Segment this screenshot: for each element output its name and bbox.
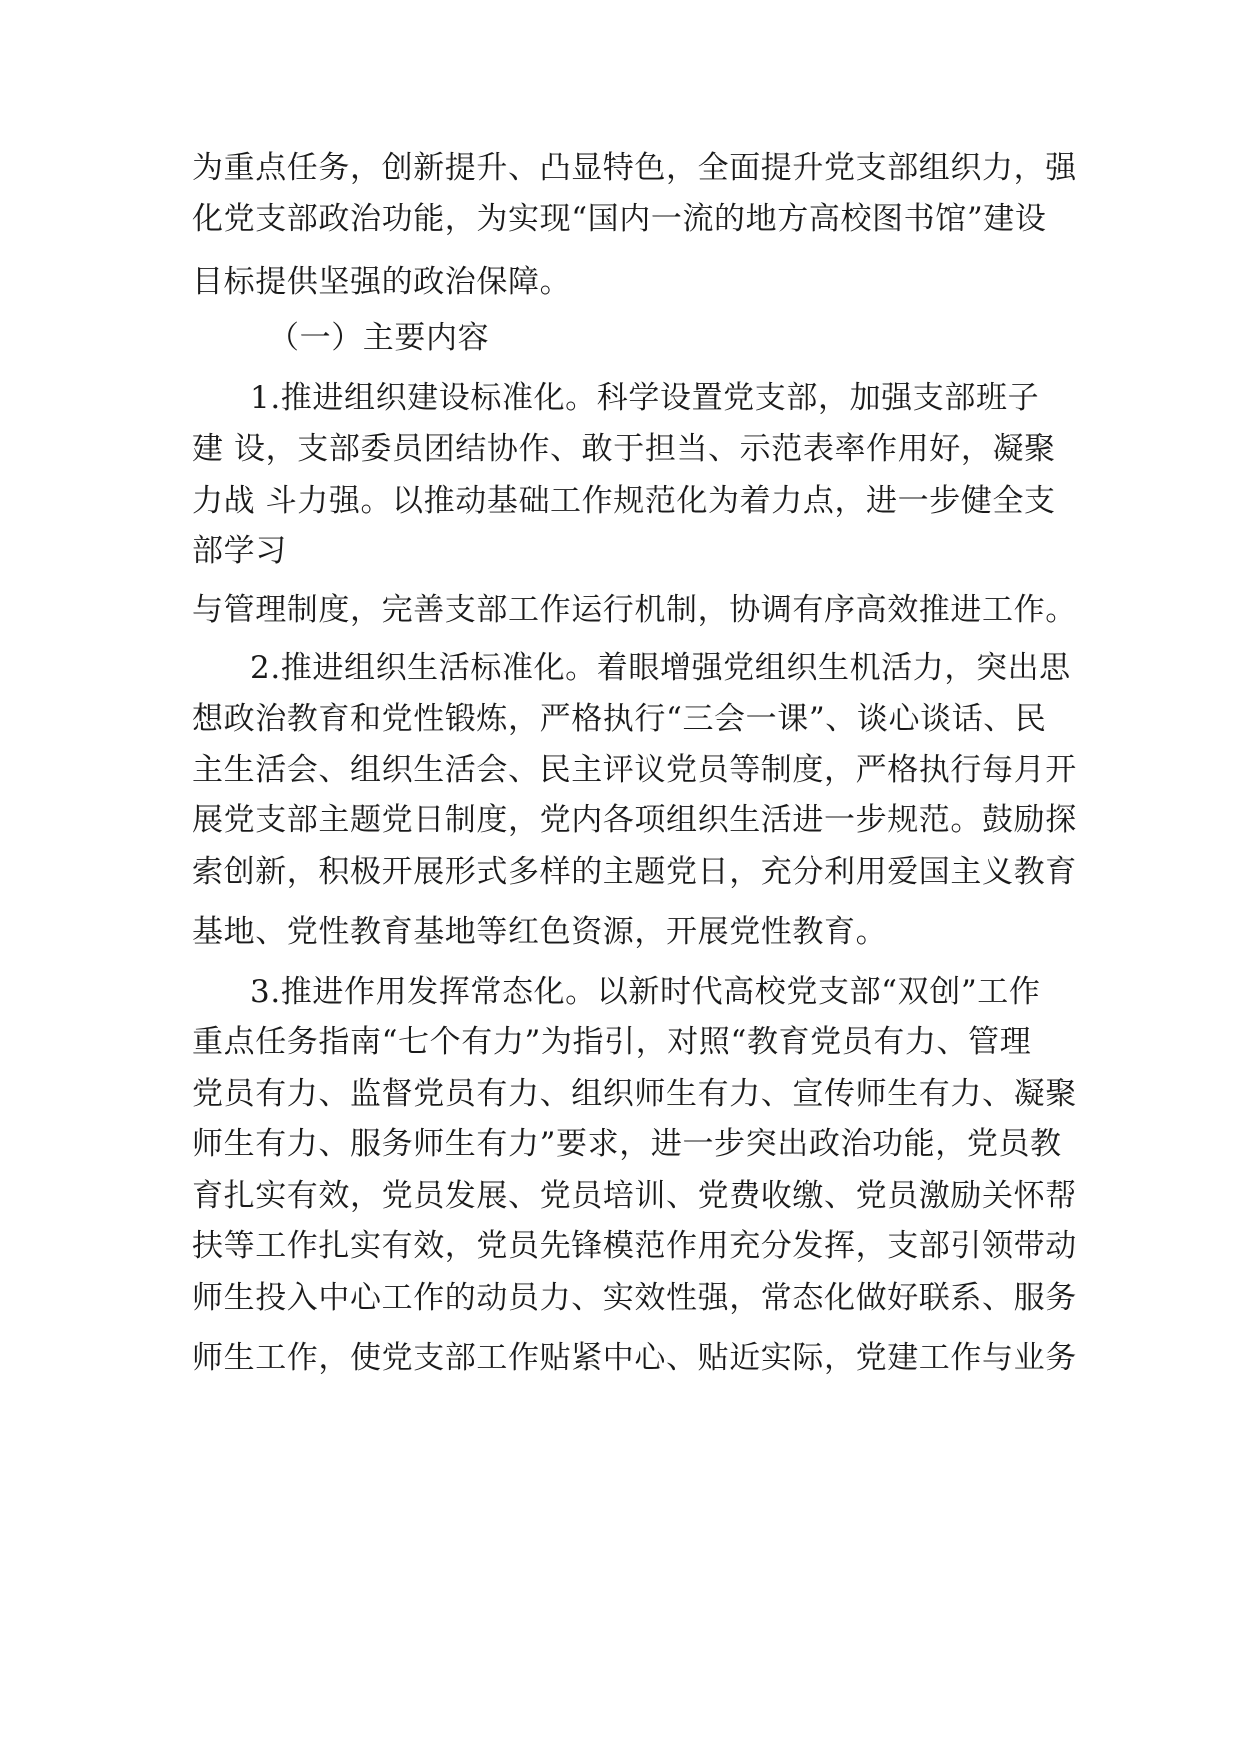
text-line: 基地、党性教育基地等红色资源，开展党性教育。 <box>192 914 888 950</box>
text-line: 为重点任务，创新提升、凸显特色，全面提升党支部组织力，强 <box>192 150 1077 186</box>
text-line: 目标提供坚强的政治保障。 <box>192 264 572 300</box>
text-line: 师生工作，使党支部工作贴紧中心、贴近实际，党建工作与业务 <box>192 1340 1077 1376</box>
section-heading: （一）主要内容 <box>268 320 490 356</box>
text-line: 师生有力、服务师生有力”要求，进一步突出政治功能，党员教 <box>192 1126 1062 1162</box>
text-line: 扶等工作扎实有效，党员先锋模范作用充分发挥，支部引领带动 <box>192 1228 1077 1264</box>
text-line: 育扎实有效，党员发展、党员培训、党费收缴、党员激励关怀帮 <box>192 1178 1077 1214</box>
text-line: 展党支部主题党日制度，党内各项组织生活进一步规范。鼓励探 <box>192 802 1077 838</box>
text-line: 主生活会、组织生活会、民主评议党员等制度，严格执行每月开 <box>192 752 1077 788</box>
text-line: 与管理制度，完善支部工作运行机制，协调有序高效推进工作。 <box>192 592 1077 628</box>
text-line: 1.推进组织建设标准化。科学设置党支部，加强支部班子 <box>250 380 1040 416</box>
text-line: 建 设，支部委员团结协作、敢于担当、示范表率作用好，凝聚 <box>192 431 1056 467</box>
text-line: 2.推进组织生活标准化。着眼增强党组织生机活力，突出思 <box>250 650 1071 686</box>
text-line: 师生投入中心工作的动员力、实效性强，常态化做好联系、服务 <box>192 1280 1077 1316</box>
text-line: 力战 斗力强。以推动基础工作规范化为着力点，进一步健全支 <box>192 483 1056 519</box>
text-line: 3.推进作用发挥常态化。以新时代高校党支部“双创”工作 <box>250 974 1041 1010</box>
text-line: 想政治教育和党性锻炼，严格执行“三会一课”、谈心谈话、民 <box>192 701 1047 737</box>
text-line: 党员有力、监督党员有力、组织师生有力、宣传师生有力、凝聚 <box>192 1076 1077 1112</box>
text-line: 重点任务指南“七个有力”为指引，对照“教育党员有力、管理 <box>192 1024 1032 1060</box>
text-line: 化党支部政治功能，为实现“国内一流的地方高校图书馆”建设 <box>192 201 1047 237</box>
text-line: 索创新，积极开展形式多样的主题党日，充分利用爱国主义教育 <box>192 854 1077 890</box>
text-line: 部学习 <box>192 533 287 569</box>
